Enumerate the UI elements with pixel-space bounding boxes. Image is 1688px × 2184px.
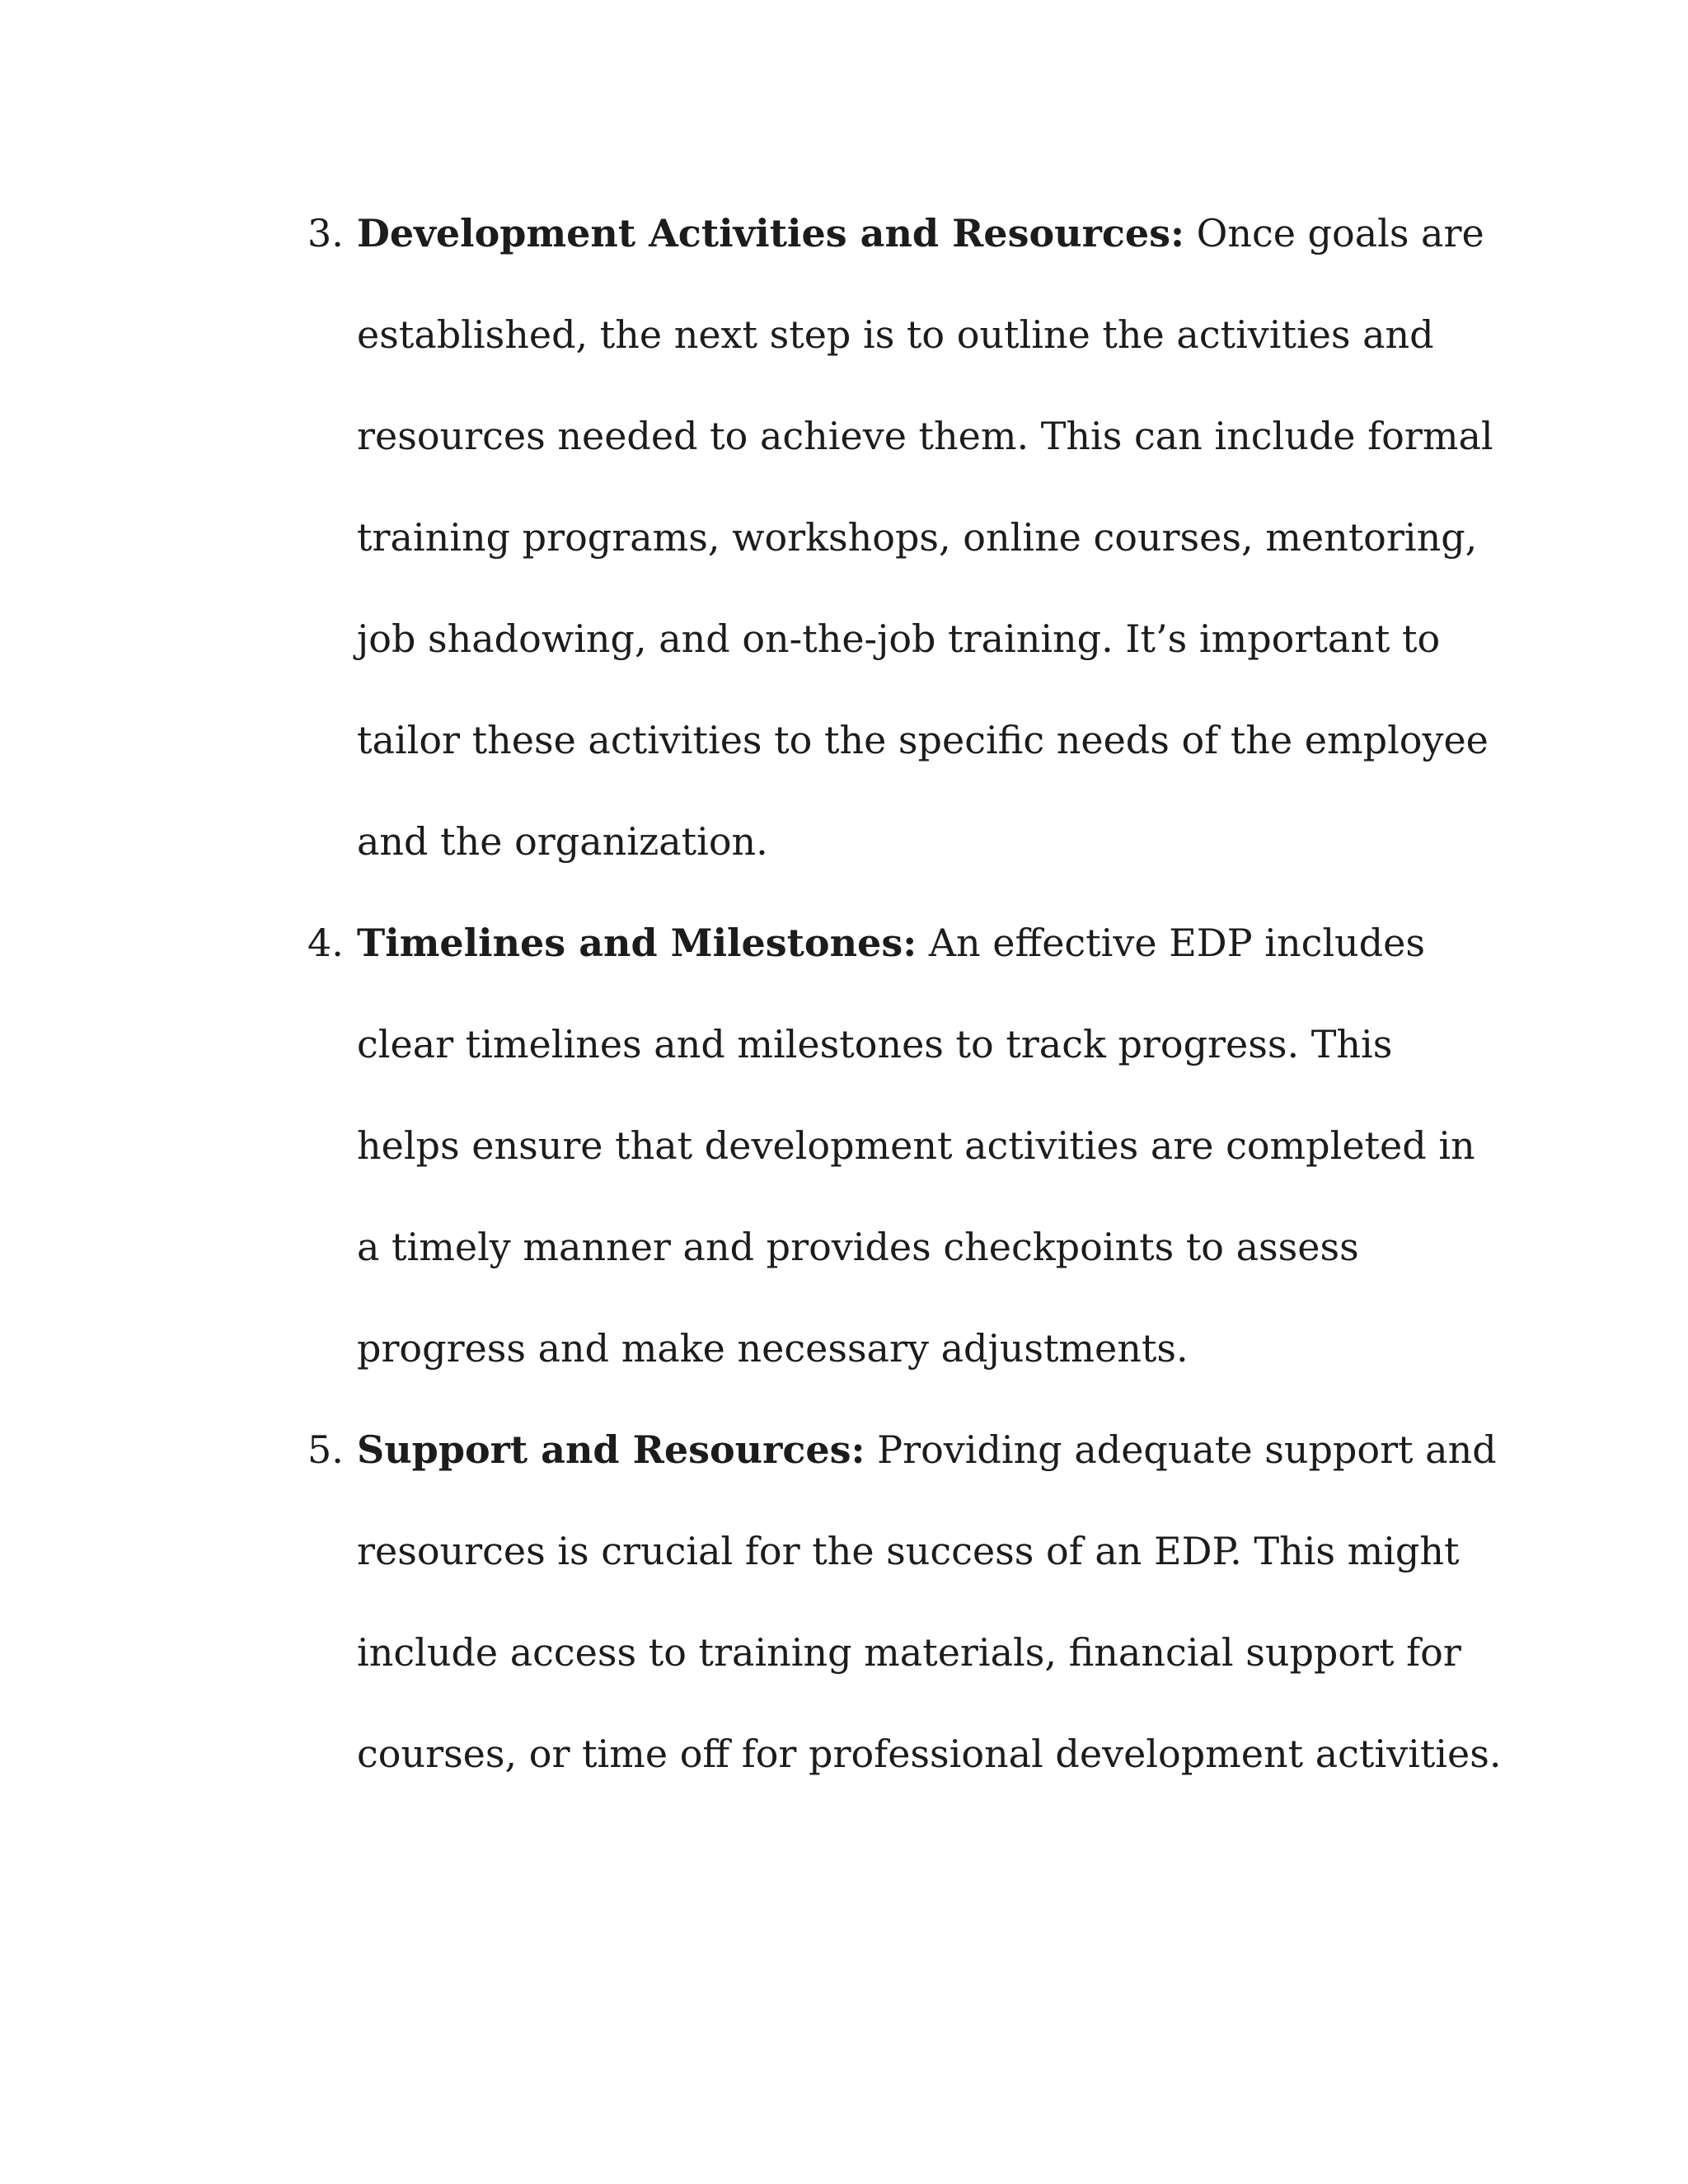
list-number: 4. [307, 921, 344, 965]
list-item-3 [307, 183, 1503, 893]
numbered-list [307, 183, 1503, 1805]
item-text: Providing adequate support and resources is crucial for the success of an EDP. This might include access to training materials, financial support for courses, or time off for professional development activities. [357, 1427, 1502, 1776]
item-text: Once goals are established, the next step is to outline the activities and resources needed to achieve them. This can include formal training programs, workshops, online courses, mentoring, job shadowing, and on-the-job training. It’s important to tailor these activities to the specific needs of the employee and the organization. [357, 211, 1493, 864]
list-number: 5. [307, 1427, 344, 1472]
item-heading: Support and Resources: [357, 1427, 865, 1472]
list-item-4 [307, 893, 1503, 1399]
item-heading: Timelines and Milestones: [357, 921, 917, 965]
list-item-5 [307, 1399, 1503, 1805]
item-heading: Development Activities and Resources: [357, 211, 1184, 255]
item-text: An effective EDP includes clear timelines and milestones to track progress. This helps ensure that development activities are completed in a timely manner and provides checkpoints to assess progress and make necessary adjustments. [357, 921, 1475, 1371]
list-number: 3. [307, 211, 344, 255]
